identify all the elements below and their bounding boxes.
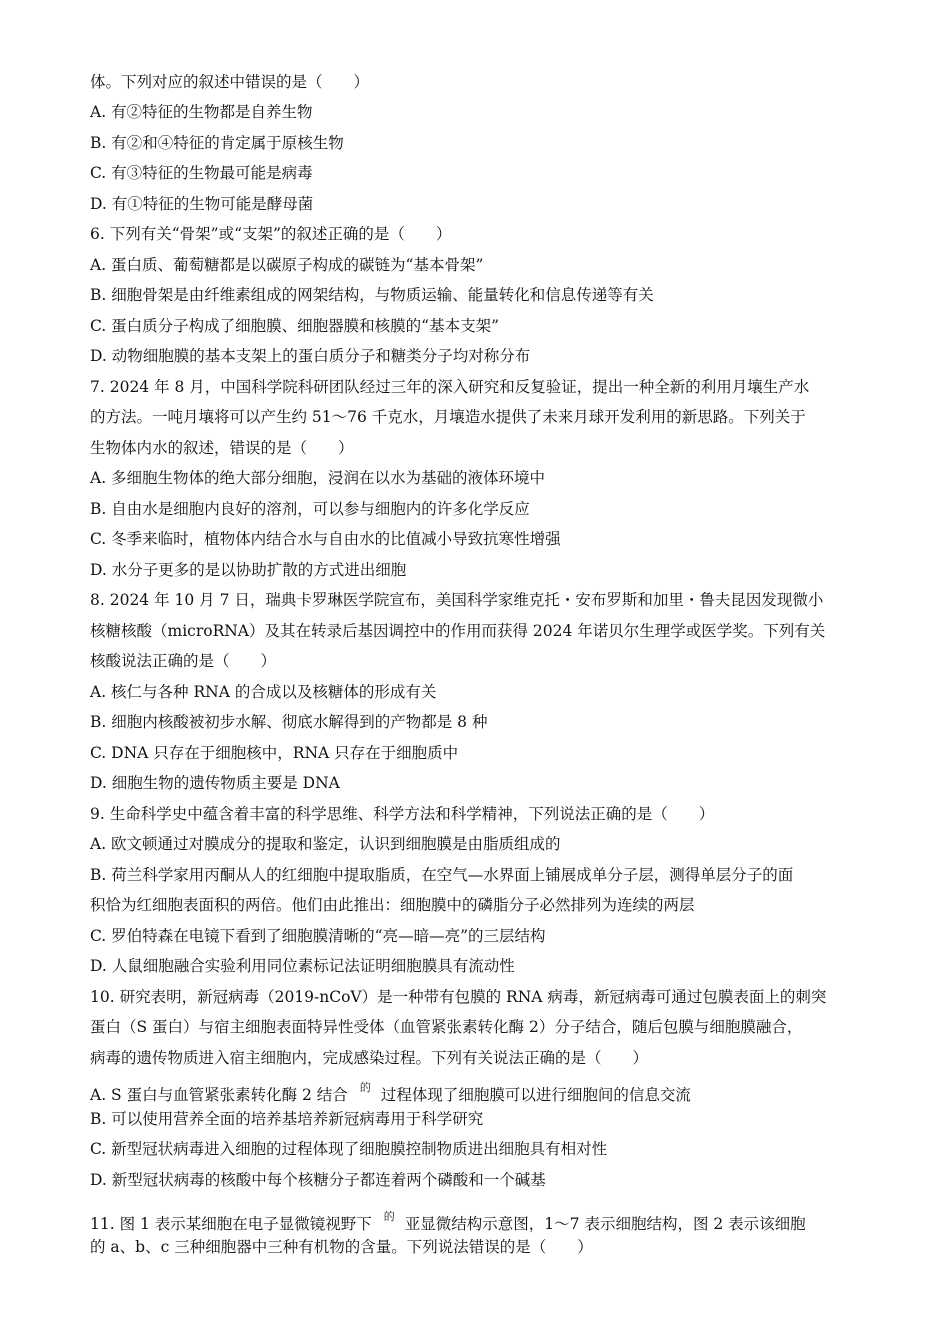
q6-option-d: D. 动物细胞膜的基本支架上的蛋白质分子和糖类分子均对称分布: [90, 347, 531, 365]
q9-option-c: C. 罗伯特森在电镜下看到了细胞膜清晰的“亮—暗—亮”的三层结构: [90, 927, 546, 945]
q9-option-d: D. 人鼠细胞融合实验利用同位素标记法证明细胞膜具有流动性: [90, 957, 515, 975]
q7-option-c: C. 冬季来临时，植物体内结合水与自由水的比值减小导致抗寒性增强: [90, 530, 561, 548]
q6-option-c: C. 蛋白质分子构成了细胞膜、细胞器膜和核膜的“基本支架”: [90, 317, 500, 335]
q10-option-d: D. 新型冠状病毒的核酸中每个核糖分子都连着两个磷酸和一个碱基: [90, 1171, 546, 1189]
q10-option-a: [90, 1077, 860, 1106]
q7-option-b: B. 自由水是细胞内良好的溶剂，可以参与细胞内的许多化学反应: [90, 500, 530, 518]
q9-option-b-line2: 积恰为红细胞表面积的两倍。他们由此推出：细胞膜中的磷脂分子必然排列为连续的两层: [90, 896, 695, 914]
q7-stem-line3: 生物体内水的叙述，错误的是（ ）: [90, 439, 354, 457]
q10-stem-line2: 蛋白（S 蛋白）与宿主细胞表面特异性受体（血管紧张素转化酶 2）分子结合，随后包膜与细胞膜融合，: [90, 1018, 803, 1036]
q11-stem-line2: 的 a、b、c 三种细胞器中三种有机物的含量。下列说法错误的是（ ）: [90, 1238, 593, 1256]
q10-option-a-mark: 的: [359, 1081, 371, 1094]
q10-option-b: B. 可以使用营养全面的培养基培养新冠病毒用于科学研究: [90, 1110, 484, 1128]
q11-stem-line1: [90, 1206, 860, 1235]
q7-stem-line1: 7. 2024 年 8 月，中国科学院科研团队经过三年的深入研究和反复验证，提出一种全新的利用月壤生产水: [90, 378, 810, 396]
q11-stem-before: 11. 图 1 表示某细胞在电子显微镜视野下: [90, 1215, 372, 1233]
q6-option-b: B. 细胞骨架是由纤维素组成的网架结构，与物质运输、能量转化和信息传递等有关: [90, 286, 654, 304]
q10-stem-line3: 病毒的遗传物质进入宿主细胞内，完成感染过程。下列有关说法正确的是（ ）: [90, 1049, 649, 1067]
q10-stem-line1: 10. 研究表明，新冠病毒（2019-nCoV）是一种带有包膜的 RNA 病毒，新冠病毒可通过包膜表面上的刺突: [90, 988, 827, 1006]
q6-option-a: A. 蛋白质、葡萄糖都是以碳原子构成的碳链为“基本骨架”: [90, 256, 484, 274]
q9-option-b-line1: B. 荷兰科学家用丙酮从人的红细胞中提取脂质，在空气—水界面上铺展成单分子层，测得单层分子的面: [90, 866, 794, 884]
q7-stem-line2: 的方法。一吨月壤将可以产生约 51～76 千克水，月壤造水提供了未来月球开发利用的新思路。下列关于: [90, 408, 806, 426]
q8-option-a: A. 核仁与各种 RNA 的合成以及核糖体的形成有关: [90, 683, 437, 701]
q10-option-a-before: A. S 蛋白与血管紧张素转化酶 2 结合: [90, 1086, 348, 1104]
q11-stem-after: 亚显微结构示意图，1～7 表示细胞结构，图 2 表示该细胞: [404, 1215, 806, 1233]
q8-stem-line3: 核酸说法正确的是（ ）: [90, 652, 277, 670]
q8-option-b: B. 细胞内核酸被初步水解、彻底水解得到的产物都是 8 种: [90, 713, 488, 731]
q11-stem-mark: 的: [383, 1210, 395, 1223]
q5-option-b: B. 有②和④特征的肯定属于原核生物: [90, 134, 344, 152]
q7-option-a: A. 多细胞生物体的绝大部分细胞，浸润在以水为基础的液体环境中: [90, 469, 546, 487]
q8-option-c: C. DNA 只存在于细胞核中，RNA 只存在于细胞质中: [90, 744, 459, 762]
q5-stem-tail: 体。下列对应的叙述中错误的是（ ）: [90, 73, 370, 91]
q9-option-a: A. 欧文顿通过对膜成分的提取和鉴定，认识到细胞膜是由脂质组成的: [90, 835, 561, 853]
q8-option-d: D. 细胞生物的遗传物质主要是 DNA: [90, 774, 340, 792]
q5-option-a: A. 有②特征的生物都是自养生物: [90, 103, 313, 121]
q8-stem-line1: 8. 2024 年 10 月 7 日，瑞典卡罗琳医学院宣布，美国科学家维克托・安布罗斯和加里・鲁夫昆因发现微小: [90, 591, 824, 609]
q9-stem: 9. 生命科学史中蕴含着丰富的科学思维、科学方法和科学精神，下列说法正确的是（ ）: [90, 805, 715, 823]
q7-option-d: D. 水分子更多的是以协助扩散的方式进出细胞: [90, 561, 407, 579]
q8-stem-line2: 核糖核酸（microRNA）及其在转录后基因调控中的作用而获得 2024 年诺贝尔生理学或医学奖。下列有关: [90, 622, 826, 640]
q10-option-a-after: 过程体现了细胞膜可以进行细胞间的信息交流: [380, 1086, 691, 1104]
q6-stem: 6. 下列有关“骨架”或“支架”的叙述正确的是（ ）: [90, 225, 452, 243]
q10-option-c: C. 新型冠状病毒进入细胞的过程体现了细胞膜控制物质进出细胞具有相对性: [90, 1140, 608, 1158]
q5-option-d: D. 有①特征的生物可能是酵母菌: [90, 195, 314, 213]
q5-option-c: C. 有③特征的生物最可能是病毒: [90, 164, 313, 182]
